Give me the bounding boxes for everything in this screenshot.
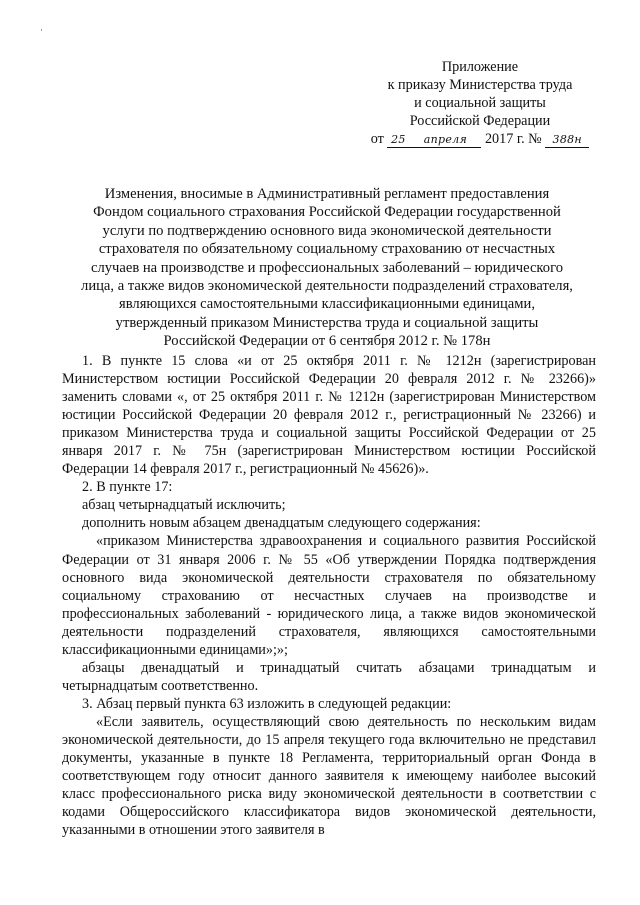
paragraph: абзац четырнадцатый исключить; <box>82 497 286 514</box>
title-line: лица, а также видов экономической деятельности подразделений страхователя, <box>81 278 573 295</box>
title-line: Изменения, вносимые в Административный регламент предоставления <box>104 186 550 202</box>
handwritten-month: апреля <box>409 133 481 148</box>
paragraph-item-2: 2. В пункте 17: <box>82 479 173 496</box>
title-line: утвержденный приказом Министерства труда и социальной защиты <box>115 314 539 331</box>
title-line: Фондом социального страхования Российской Федерации государственной <box>93 204 561 221</box>
handwritten-order-number: 388н <box>545 133 589 148</box>
title-line: являющихся самостоятельными классификационными единицами, <box>119 296 535 313</box>
date-year: 2017 г. <box>484 131 525 147</box>
number-prefix: № <box>528 131 542 147</box>
title-line: услуги по подтверждению основного вида экономической деятельности <box>102 222 552 239</box>
appendix-line: Российской Федерации <box>409 113 551 129</box>
document-title <box>62 185 592 351</box>
paragraph: дополнить новым абзацем двенадцатым следующего содержания: <box>82 515 481 532</box>
quoted-paragraph: «приказом Министерства здравоохранения и социального развития Российской Федерации от 31 января 2006 г. № 55 «Об утверждении Порядка подтверждения основного вида экономической деятельности страхователя по обязательному социальному страхованию от несчастных случаев на производстве и профессиональных заболеваний - юридического лица, а также видов экономической деятельности подразделений страхователя, являющихся самостоятельными классификационными единицами»;»; <box>62 533 596 658</box>
title-line: Российской Федерации от 6 сентября 2012 г. № 178н <box>163 333 491 350</box>
appendix-header <box>350 58 610 148</box>
title-line: страхователя по обязательному социальному страхованию от несчастных <box>98 241 556 258</box>
appendix-line: к приказу Министерства труда <box>387 77 573 93</box>
appendix-line: и социальной защиты <box>414 95 546 111</box>
handwritten-day: 25 <box>387 133 409 148</box>
paragraph-item-3: 3. Абзац первый пункта 63 изложить в следующей редакции: <box>82 695 452 712</box>
scan-artifact-mark: · <box>40 25 43 35</box>
appendix-line: Приложение <box>441 59 519 75</box>
title-line: случаев на производстве и профессиональных заболеваний – юридического <box>90 259 564 276</box>
paragraph: абзацы двенадцатый и тринадцатый считать абзацами тринадцатым и четырнадцатым соответственно. <box>62 659 596 694</box>
order-date-line <box>350 130 610 148</box>
document-body <box>62 352 596 839</box>
date-prefix: от <box>370 131 384 147</box>
paragraph-item-1: 1. В пункте 15 слова «и от 25 октября 2011 г. № 1212н (зарегистрирован Министерством юстиции Российской Федерации 20 февраля 2012 г. № 23266)» заменить словами «, от 25 октября 2011 г. № 1212н (зарегистрирован Министерством юстиции Российской Федерации 20 февраля 2012 г., регистрационный № 23266) и приказом Министерства труда и социальной защиты Российской Федерации от 25 января 2017 г. № 75н (зарегистрирован Министерством юстиции Российской Федерации 14 февраля 2017 г., регистрационный № 45626)». <box>62 353 596 478</box>
quoted-paragraph: «Если заявитель, осуществляющий свою деятельность по нескольким видам экономической деятельности, до 15 апреля текущего года включительно не представил документы, указанные в пункте 18 Регламента, территориальный орган Фонда в соответствующем году относит данного заявителя к имеющему наиболее высокий класс профессионального риска виду экономической деятельности в соответствии с кодами Общероссийского классификатора видов экономической деятельности, указанными в отношении этого заявителя в <box>62 713 596 839</box>
